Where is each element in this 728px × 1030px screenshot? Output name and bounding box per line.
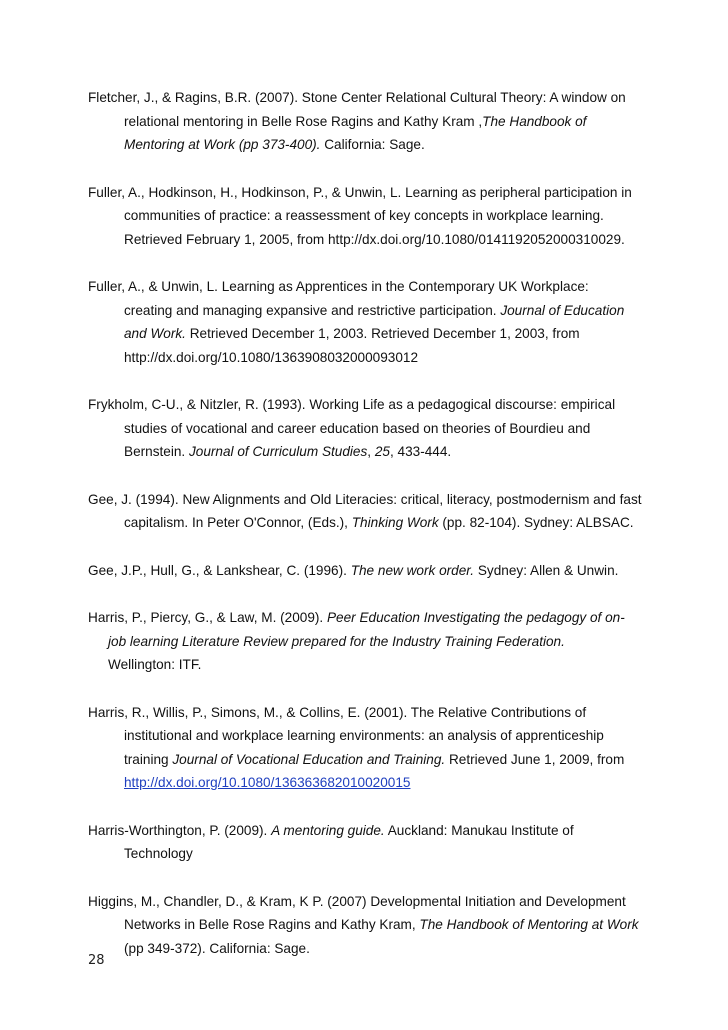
ref-line: (pp 349-372). California: Sage.: [124, 940, 310, 956]
reference-frykholm: [88, 393, 648, 464]
ref-text: (pp. 82-104). Sydney: ALBSAC.: [438, 515, 634, 530]
ref-title: Mentoring at Work (pp 373-400).: [124, 137, 321, 152]
ref-line: Technology: [124, 846, 193, 861]
ref-line: institutional and workplace learning environments: an analysis of apprenticeship: [124, 728, 604, 743]
ref-line: [88, 440, 648, 464]
reference-gee-1994: [88, 488, 648, 535]
ref-line: Gee, J. (1994). New Alignments and Old Literacies: critical, literacy, postmodernism and fast: [88, 491, 642, 507]
ref-text: Harris-Worthington, P. (2009).: [88, 822, 272, 838]
ref-title: The Handbook of Mentoring at Work: [419, 917, 639, 932]
reference-fletcher: [88, 86, 648, 157]
reference-higgins: [88, 890, 648, 961]
ref-text: Retrieved June 1, 2009, from: [445, 751, 625, 767]
reference-harris-worthington: [88, 819, 648, 866]
ref-line: communities of practice: a reassessment of key concepts in workplace learning.: [124, 208, 604, 223]
ref-line: Higgins, M., Chandler, D., & Kram, K P. (2007) Developmental Initiation and Development: [88, 893, 626, 909]
doi-link[interactable]: http://dx.doi.org/10.1080/136363682010020015: [124, 775, 411, 790]
reference-harris-willis: [88, 701, 648, 795]
ref-line: Retrieved February 1, 2005, from http://dx.doi.org/10.1080/0141192052000310029.: [124, 231, 625, 247]
ref-text: training: [124, 751, 173, 767]
ref-text: creating and managing expansive and restrictive participation.: [124, 302, 501, 318]
ref-title: A mentoring guide.: [271, 822, 385, 838]
ref-volume: 25: [374, 444, 390, 459]
ref-text: Bernstein.: [124, 444, 189, 459]
reference-gee-1996: [88, 559, 648, 583]
ref-line: [88, 748, 648, 772]
ref-line: [88, 559, 648, 583]
ref-line: Fuller, A., & Unwin, L. Learning as Apprentices in the Contemporary UK Workplace:: [88, 279, 589, 294]
ref-text: Retrieved December 1, 2003. Retrieved December 1, 2003, from: [185, 326, 580, 341]
ref-title: The Handbook of: [482, 113, 587, 129]
ref-text: Sydney: Allen & Unwin.: [474, 562, 619, 578]
ref-title: Peer Education Investigating the pedagogy of on-: [326, 610, 625, 625]
ref-text: Networks in Belle Rose Ragins and Kathy Kram,: [124, 917, 420, 932]
ref-line: [88, 913, 648, 937]
ref-text: Gee, J.P., Hull, G., & Lankshear, C. (1996).: [88, 562, 351, 578]
ref-text: Auckland: Manukau Institute of: [384, 822, 574, 838]
ref-line: [88, 299, 648, 323]
ref-line: Harris, R., Willis, P., Simons, M., & Collins, E. (2001). The Relative Contributions of: [88, 704, 587, 720]
page-number: 28: [88, 953, 105, 968]
ref-line: http://dx.doi.org/10.1080/1363908032000093012: [124, 349, 419, 365]
ref-text: capitalism. In Peter O'Connor, (Eds.),: [124, 515, 352, 530]
ref-line: Fletcher, J., & Ragins, B.R. (2007). Stone Center Relational Cultural Theory: A window on: [88, 90, 626, 105]
ref-title: job learning Literature Review prepared for the Industry Training Federation.: [108, 633, 565, 649]
ref-line: [88, 630, 648, 654]
ref-title: Journal of Vocational Education and Training.: [172, 751, 446, 767]
ref-line: [88, 511, 648, 535]
ref-line: [88, 110, 648, 134]
ref-text: relational mentoring in Belle Rose Ragins and Kathy Kram ,: [124, 113, 483, 129]
reference-list: [88, 86, 648, 960]
ref-line: Fuller, A., Hodkinson, H., Hodkinson, P., & Unwin, L. Learning as peripheral participation in: [88, 184, 632, 200]
reference-fuller-hodkinson: [88, 181, 648, 252]
ref-title: Thinking Work: [351, 515, 439, 530]
reference-fuller-unwin: [88, 275, 648, 369]
ref-line: [88, 322, 648, 346]
ref-line: [88, 771, 648, 795]
ref-line: [88, 133, 648, 157]
ref-line: [88, 606, 648, 630]
reference-harris-piercy: [88, 606, 648, 677]
ref-text: Harris, P., Piercy, G., & Law, M. (2009).: [88, 610, 327, 625]
ref-line: Frykholm, C-U., & Nitzler, R. (1993). Working Life as a pedagogical discourse: empirical: [88, 397, 616, 412]
ref-text: ,: [367, 444, 375, 459]
ref-line: studies of vocational and career education based on theories of Bourdieu and: [124, 420, 591, 436]
ref-title: and Work.: [124, 326, 186, 341]
ref-title: Journal of Education: [500, 302, 625, 318]
ref-line: Wellington: ITF.: [108, 657, 202, 672]
ref-text: California: Sage.: [320, 137, 425, 152]
ref-title: The new work order.: [350, 562, 475, 578]
ref-line: [88, 819, 648, 843]
ref-title: Journal of Curriculum Studies: [188, 444, 368, 459]
ref-text: , 433-444.: [389, 444, 452, 459]
